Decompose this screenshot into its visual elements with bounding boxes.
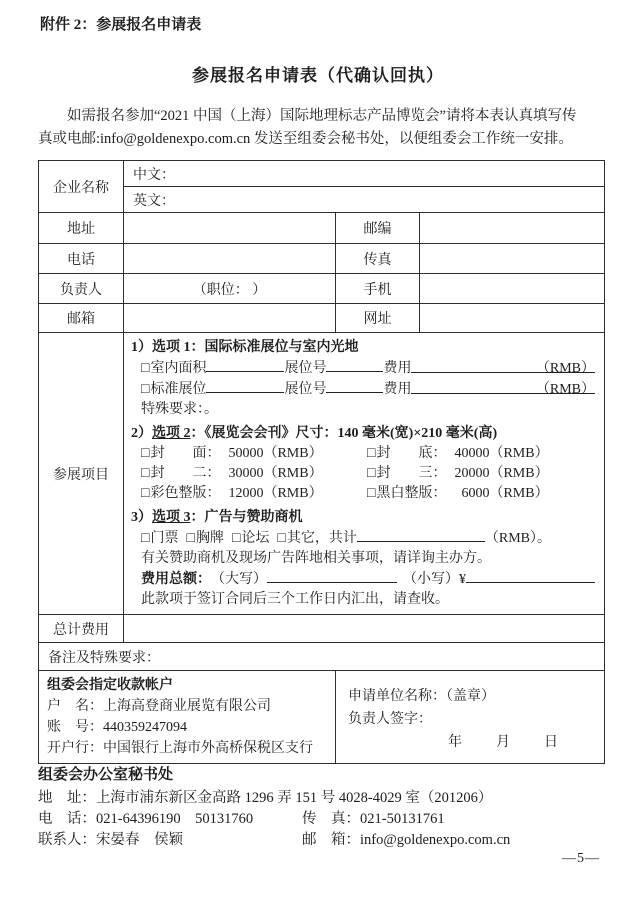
phone-label: 电话 <box>39 244 124 274</box>
footer-address-value: 上海市浦东新区金高路 1296 弄 151 号 4028-4029 室（201206） <box>96 790 493 806</box>
attachment-heading: 附件 2：参展报名申请表 <box>40 17 202 33</box>
company-name-row-cn <box>39 161 605 187</box>
standard-booth-label: 标准展位 <box>150 382 207 397</box>
bank-branch: 开户行：中国银行上海市外高桥保税区支行 <box>47 741 313 756</box>
other-check <box>277 529 314 549</box>
manager-row <box>39 274 605 304</box>
intro-paragraph <box>38 105 604 151</box>
color-page-label: 彩色整版： <box>150 486 221 501</box>
pub-item-cover-front <box>141 444 367 464</box>
option3-checks-line <box>131 528 595 549</box>
badge-label: 胸牌 <box>195 531 224 546</box>
forum-label: 论坛 <box>241 531 270 546</box>
forum-check <box>232 529 269 549</box>
option1-heading: 1）选项 1：国际标准展位与室内光地 <box>131 340 359 355</box>
website-input-cell[interactable] <box>420 304 605 333</box>
fee-total-daxie-blank[interactable] <box>267 569 397 583</box>
bank-account-name: 户 名：上海高登商业展览有限公司 <box>47 699 271 714</box>
postcode-input-cell[interactable] <box>420 213 605 244</box>
manager-position-cell[interactable] <box>124 274 336 304</box>
company-name-label: 企业名称 <box>39 161 124 213</box>
standard-booth-no-label: 展位号 <box>284 382 327 397</box>
footer-phone <box>38 809 302 830</box>
cover-back-checkbox[interactable]: □ <box>367 446 376 461</box>
indoor-area-checkbox[interactable]: □ <box>141 361 150 376</box>
footer-fax-value: 021-50131761 <box>360 811 445 827</box>
option1-row-standard <box>131 379 595 400</box>
company-name-en-cell[interactable] <box>124 187 605 213</box>
email-input-cell[interactable] <box>124 304 336 333</box>
standard-booth-checkbox[interactable]: □ <box>141 382 150 397</box>
option2-heading <box>131 424 595 444</box>
fax-input-cell[interactable] <box>420 244 605 274</box>
indoor-fee-blank[interactable] <box>411 359 596 376</box>
cover-back-price: 40000（RMB） <box>454 446 549 461</box>
items-content-cell <box>124 333 605 615</box>
fee-total-label: 费用总额： <box>141 572 211 587</box>
signature-cell[interactable] <box>336 671 605 764</box>
bw-page-checkbox[interactable]: □ <box>367 486 376 501</box>
manager-label: 负责人 <box>39 274 124 304</box>
cover-2-checkbox[interactable]: □ <box>141 466 150 481</box>
mobile-input-cell[interactable] <box>420 274 605 304</box>
footer-fax <box>302 809 445 830</box>
indoor-area-blank[interactable] <box>206 358 284 372</box>
email-label: 邮箱 <box>39 304 124 333</box>
ticket-label: 门票 <box>150 531 179 546</box>
cover-3-checkbox[interactable]: □ <box>367 466 376 481</box>
signature-label: 负责人签字： <box>348 712 432 727</box>
footer-contact-label: 联系人： <box>38 832 96 848</box>
standard-fee-label: 费用 <box>383 382 412 397</box>
intro-line-1: 如需报名参加“2021 中国（上海）国际地理标志产品博览会”请将本表认真填写传 <box>67 108 577 124</box>
indoor-fee-unit: （RMB） <box>535 361 596 376</box>
standard-booth-no-blank[interactable] <box>326 379 383 393</box>
badge-check <box>186 529 223 549</box>
bank-account-cell <box>39 671 336 764</box>
indoor-fee-label: 费用 <box>383 361 412 376</box>
fax-label: 传真 <box>336 244 420 274</box>
other-label: 其它 <box>286 531 315 546</box>
pub-item-color-page <box>141 484 367 504</box>
option3-heading <box>131 508 595 528</box>
address-input-cell[interactable] <box>124 213 336 244</box>
postcode-label: 邮编 <box>336 213 420 244</box>
page-number: —5— <box>562 851 600 866</box>
cover-front-price: 50000（RMB） <box>228 446 323 461</box>
items-label: 参展项目 <box>39 333 124 615</box>
phone-input-cell[interactable] <box>124 244 336 274</box>
indoor-booth-no-blank[interactable] <box>326 358 383 372</box>
company-name-cn-label: 中文： <box>133 167 175 183</box>
standard-booth-blank[interactable] <box>206 379 284 393</box>
pub-item-cover-back <box>367 444 549 464</box>
remarks-cell[interactable] <box>39 643 605 671</box>
footer-contact-value: 宋晏春 侯颖 <box>96 832 183 848</box>
ticket-checkbox[interactable]: □ <box>141 531 150 546</box>
ticket-check <box>141 529 178 549</box>
fee-total-xiaoxie-label: （小写）¥ <box>403 572 466 587</box>
indoor-booth-no-label: 展位号 <box>284 361 327 376</box>
sponsor-total-blank[interactable] <box>357 528 485 542</box>
footer-heading: 组委会办公室秘书处 <box>38 767 174 783</box>
footer-email-label: 邮 箱： <box>302 832 360 848</box>
option2-name: 选项 2 <box>152 426 191 441</box>
footer-phone-value: 021-64396190 50131760 <box>96 811 254 827</box>
remarks-label: 备注及特殊要求： <box>48 650 160 666</box>
bank-sign-row <box>39 671 605 764</box>
forum-checkbox[interactable]: □ <box>231 531 241 546</box>
company-name-row-en <box>39 187 605 213</box>
fee-total-xiaoxie-blank[interactable] <box>466 569 595 583</box>
footer-contact <box>38 830 302 851</box>
cover-3-price: 20000（RMB） <box>454 466 549 481</box>
total-fee-label: 总计费用 <box>39 615 124 643</box>
phone-row <box>39 244 605 274</box>
color-page-price: 12000（RMB） <box>228 486 323 501</box>
publication-row-1 <box>131 444 595 464</box>
option2-rest: ：《展览会会刊》尺寸：140 毫米(宽)×210 毫米(高) <box>190 426 498 441</box>
bank-account-number: 账 号：440359247094 <box>47 720 187 735</box>
cover-2-label: 封 二： <box>150 466 221 481</box>
manager-position-hint: （职位： ） <box>192 282 267 298</box>
footer-secretariat <box>38 765 604 851</box>
footer-address-line <box>38 788 604 809</box>
publication-row-3 <box>131 484 595 504</box>
address-row <box>39 213 605 244</box>
address-label: 地址 <box>39 213 124 244</box>
cover-2-price: 30000（RMB） <box>228 466 323 481</box>
bw-page-price: 6000（RMB） <box>454 486 549 501</box>
fee-total-daxie-label: （大写） <box>211 572 267 587</box>
remit-note: 此款项于签订合同后三个工作日内汇出，请查收。 <box>141 592 449 607</box>
registration-table <box>38 160 605 764</box>
sponsor-note: 有关赞助商机及现场广告阵地相关事项，请详询主办方。 <box>141 551 491 566</box>
option2-number: 2） <box>131 426 152 441</box>
page-title: 参展报名申请表（代确认回执） <box>192 66 444 85</box>
indoor-area-label: 室内面积 <box>150 361 207 376</box>
cover-front-checkbox[interactable]: □ <box>141 446 150 461</box>
total-fee-row <box>39 615 605 643</box>
email-row <box>39 304 605 333</box>
mobile-label: 手机 <box>336 274 420 304</box>
publication-row-2 <box>131 464 595 484</box>
pub-item-cover-3 <box>367 464 549 484</box>
color-page-checkbox[interactable]: □ <box>141 486 150 501</box>
footer-address-label: 地 址： <box>38 790 96 806</box>
date-label: 年 月 日 <box>448 735 560 750</box>
option3-number: 3） <box>131 510 152 525</box>
remarks-row <box>39 643 605 671</box>
cover-front-label: 封 面： <box>150 446 221 461</box>
option3-name: 选项 3 <box>152 510 191 525</box>
option1-row-indoor <box>131 358 595 379</box>
exhibition-items-row <box>39 333 605 615</box>
other-checkbox[interactable]: □ <box>277 531 286 546</box>
standard-fee-blank[interactable] <box>411 380 596 397</box>
footer-contact-email-line <box>38 830 604 851</box>
applicant-unit-label: 申请单位名称：（盖章） <box>348 689 495 704</box>
footer-phone-label: 电 话： <box>38 811 96 827</box>
special-requirements-line: 特殊要求：。 <box>141 402 218 417</box>
pub-item-bw-page <box>367 484 549 504</box>
cover-back-label: 封 底： <box>376 446 447 461</box>
standard-fee-unit: （RMB） <box>535 382 596 397</box>
website-label: 网址 <box>336 304 420 333</box>
fee-total-line <box>131 569 595 590</box>
bank-heading: 组委会指定收款帐户 <box>47 678 173 693</box>
footer-email <box>302 830 510 851</box>
pub-item-cover-2 <box>141 464 367 484</box>
badge-checkbox[interactable]: □ <box>186 531 195 546</box>
sponsor-total-unit: （RMB）。 <box>484 531 552 546</box>
total-prefix: ，共计 <box>314 531 357 546</box>
footer-fax-label: 传 真： <box>302 811 360 827</box>
total-fee-input-cell[interactable] <box>124 615 605 643</box>
intro-line-2: 真或电邮:info@goldenexpo.com.cn 发送至组委会秘书处，以便组委会工作统一安排。 <box>38 131 573 147</box>
footer-email-value: info@goldenexpo.com.cn <box>360 832 511 848</box>
option3-rest: ：广告与赞助商机 <box>190 510 303 525</box>
footer-phone-fax-line <box>38 809 604 830</box>
cover-3-label: 封 三： <box>376 466 447 481</box>
company-name-en-label: 英文： <box>133 193 175 209</box>
company-name-cn-cell[interactable] <box>124 161 605 187</box>
bw-page-label: 黑白整版： <box>376 486 447 501</box>
